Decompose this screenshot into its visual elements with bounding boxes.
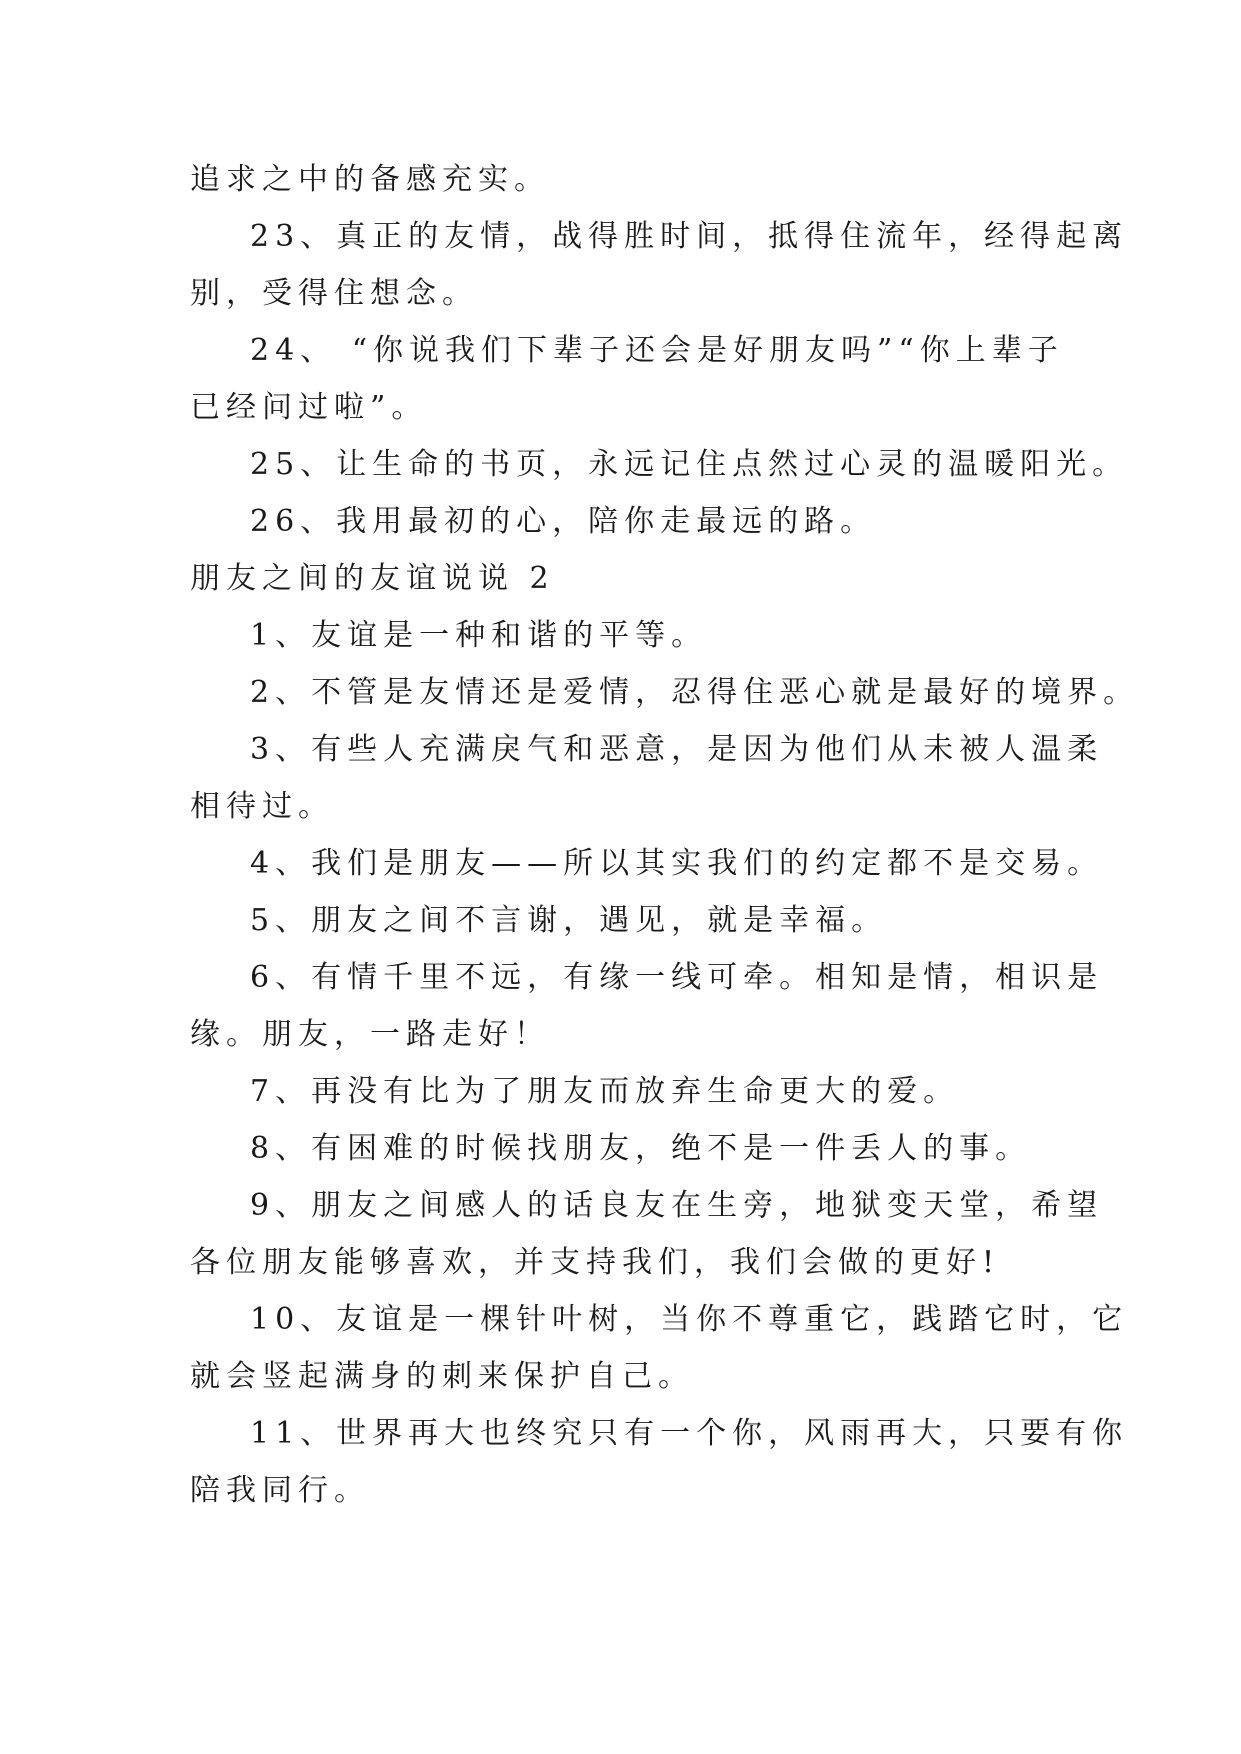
list-item-11: 11、世界再大也终究只有一个你，风雨再大，只要有你 <box>250 1416 1129 1451</box>
list-item-2: 2、不管是友情还是爱情，忍得住恶心就是最好的境界。 <box>250 675 1140 710</box>
text-line: 已经问过啦”。 <box>190 390 428 425</box>
list-item-6: 6、有情千里不远，有缘一线可牵。相知是情，相识是 <box>250 960 1104 995</box>
list-item-10: 10、友谊是一棵针叶树，当你不尊重它，践踏它时，它 <box>250 1302 1129 1337</box>
list-item-26: 26、我用最初的心，陪你走最远的路。 <box>250 504 877 539</box>
text-line: 各位朋友能够喜欢，并支持我们，我们会做的更好! <box>190 1245 1001 1280</box>
text-line: 就会竖起满身的刺来保护自己。 <box>190 1359 694 1394</box>
list-item-23: 23、真正的友情，战得胜时间，抵得住流年，经得起离 <box>250 219 1129 254</box>
list-item-8: 8、有困难的时候找朋友，绝不是一件丢人的事。 <box>250 1131 1032 1166</box>
list-item-4: 4、我们是朋友——所以其实我们的约定都不是交易。 <box>250 846 1104 881</box>
list-item-25: 25、让生命的书页，永远记住点然过心灵的温暖阳光。 <box>250 447 1129 482</box>
text-line: 别，受得住想念。 <box>190 276 478 311</box>
list-item-1: 1、友谊是一种和谐的平等。 <box>250 618 708 653</box>
list-item-3: 3、有些人充满戾气和恶意，是因为他们从未被人温柔 <box>250 732 1104 767</box>
list-item-7: 7、再没有比为了朋友而放弃生命更大的爱。 <box>250 1074 960 1109</box>
list-item-5: 5、朋友之间不言谢，遇见，就是幸福。 <box>250 903 888 938</box>
text-line: 追求之中的备感充实。 <box>190 162 550 197</box>
text-line: 陪我同行。 <box>190 1473 370 1508</box>
text-line: 缘。朋友，一路走好！ <box>190 1017 550 1052</box>
list-item-24: 24、 “你说我们下辈子还会是好朋友吗”“你上辈子 <box>250 333 1064 368</box>
list-item-9: 9、朋友之间感人的话良友在生旁，地狱变天堂，希望 <box>250 1188 1104 1223</box>
section-heading: 朋友之间的友谊说说 2 <box>190 561 555 596</box>
text-line: 相待过。 <box>190 789 334 824</box>
